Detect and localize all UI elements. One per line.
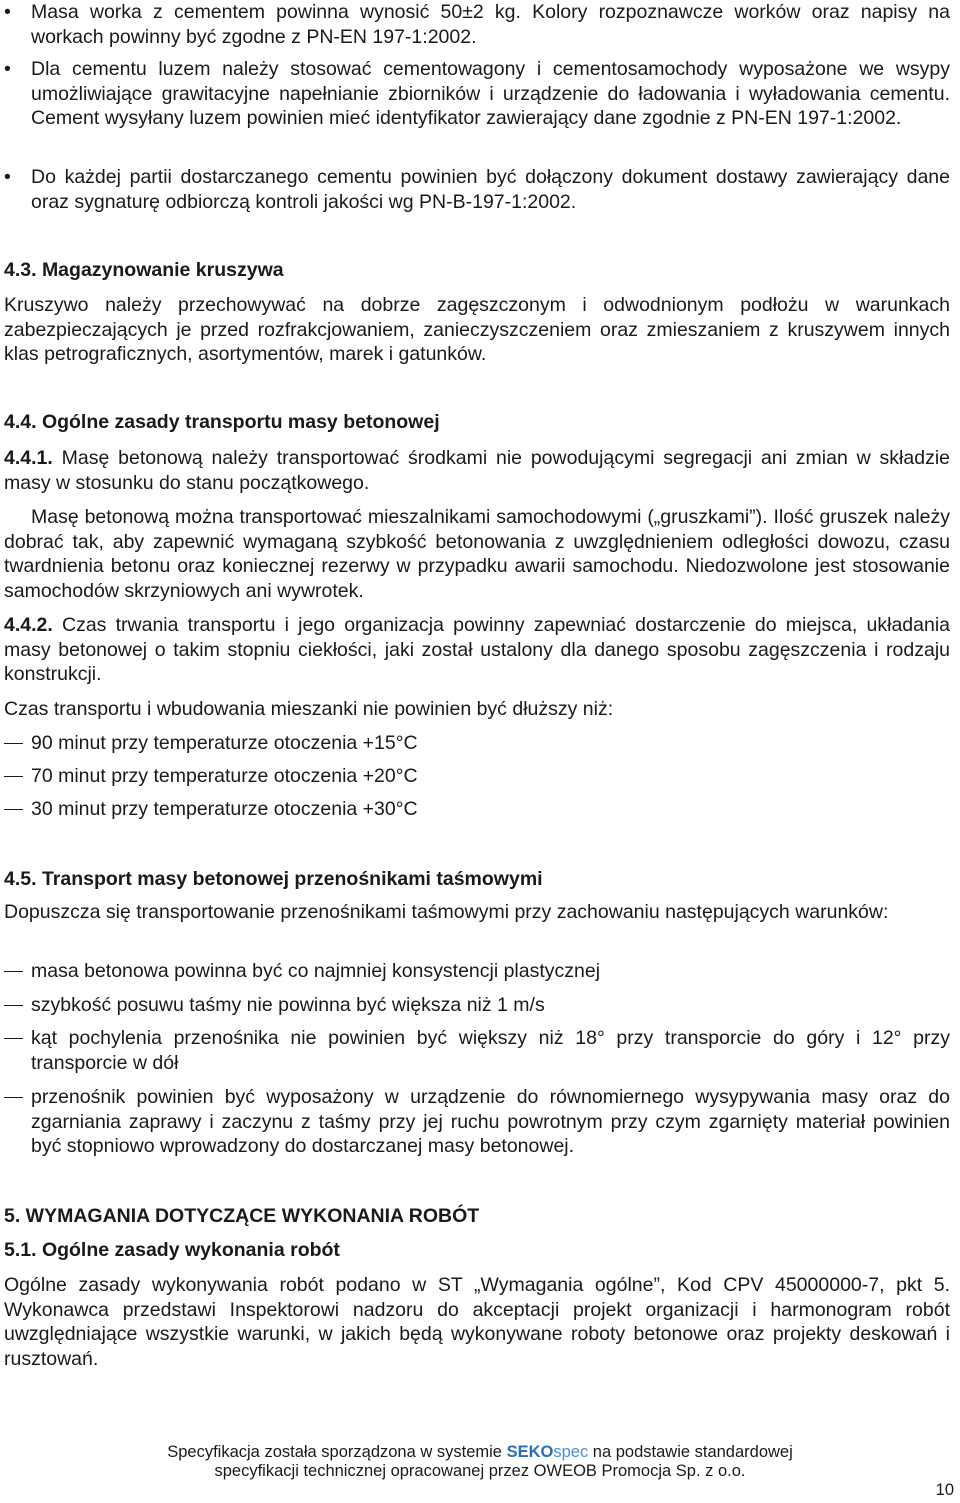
- paragraph-4-4-1: [4, 446, 950, 495]
- paragraph-4-3: Kruszywo należy przechowywać na dobrze zagęszczonym i odwodnionym podłożu w warunkach zabezpieczających je przed rozfrakcjowaniem, zanieczyszczeniem oraz zmieszaniem z kruszywem innych klas petrograficznych, asortymentów, marek i gatunków.: [4, 294, 950, 366]
- bullet-icon: •: [4, 166, 11, 188]
- bullet-icon: •: [4, 58, 11, 80]
- section-heading-4-3: 4.3. Magazynowanie kruszywa: [4, 259, 284, 281]
- dash-item: [4, 797, 950, 822]
- dash-item: [4, 993, 950, 1018]
- bullet-text: Do każdej partii dostarczanego cementu powinien być dołączony dokument dostawy zawierający dane oraz sygnaturę odbiorczą kontroli jakości wg PN-B-197-1:2002.: [31, 166, 950, 213]
- dash-text: 70 minut przy temperaturze otoczenia +20°C: [31, 765, 418, 787]
- bullet-text: Masa worka z cementem powinna wynosić 50±2 kg. Kolory rozpoznawcze worków oraz napisy na workach powinny być zgodne z PN-EN 197-1:2002.: [31, 1, 950, 48]
- dash-text: przenośnik powinien być wyposażony w urządzenie do równomiernego wysypywania masy oraz do zgarniania zaprawy i zaczynu z taśmy przy jej ruchu powrotnym przy czym zgarnięty materiał powinien być stopniowo wprowadzony do dostarczanej masy betonowej.: [31, 1086, 950, 1158]
- dash-text: szybkość posuwu taśmy nie powinna być większa niż 1 m/s: [31, 994, 545, 1016]
- dash-icon: [4, 971, 23, 972]
- paragraph-number: 4.4.2.: [4, 614, 53, 636]
- paragraph-text: Czas trwania transportu i jego organizacja powinny zapewniać dostarczenie do miejsca, układania masy betonowej o takim stopniu ciekłości, jaki został ustalony dla danego sposobu zagęszczenia i rodzaju konstrukcji.: [4, 614, 950, 686]
- paragraph-text: Masę betonową należy transportować środkami nie powodującymi segregacji ani zmian w składzie masy w stosunku do stanu początkowego.: [4, 447, 950, 494]
- dash-icon: [4, 1097, 23, 1098]
- paragraph-czas-transportu: Czas transportu i wbudowania mieszanki nie powinien być dłuższy niż:: [4, 698, 614, 720]
- bullet-text: Dla cementu luzem należy stosować cementowagony i cementosamochody wyposażone we wsypy umożliwiające grawitacyjne napełnianie zbiorników i urządzenie do ładowania i wyładowania cementu. Cement wysyłany luzem powinien mieć identyfikator zawierający dane zgodnie z PN-EN 197-1:2002.: [31, 58, 950, 130]
- dash-icon: [4, 776, 23, 777]
- paragraph-5-1: Ogólne zasady wykonywania robót podano w ST „Wymagania ogólne”, Kod CPV 45000000-7, pkt 5. Wykonawca przedstawi Inspektorowi nadzoru do akceptacji projekt organizacji i harmonogram robót uwzględniające wszystkie warunki, w jakich będą wykonywane roboty betonowe oraz projekty deskowań i rusztowań.: [4, 1274, 950, 1370]
- section-heading-4-4: 4.4. Ogólne zasady transportu masy betonowej: [4, 411, 440, 433]
- paragraph-4-4-2: [4, 613, 950, 687]
- dash-icon: [4, 1038, 23, 1039]
- paragraph-gruszki: Masę betonową można transportować mieszalnikami samochodowymi („gruszkami”). Ilość gruszek należy dobrać tak, aby zapewnić wymaganą szybkość betonowania z uwzględnieniem odległości dowozu, czasu twardnienia betonu oraz koniecznej rezerwy w przypadku awarii samochodu. Niedozwolone jest stosowanie samochodów skrzyniowych ani wywrotek.: [4, 506, 950, 602]
- dash-text: 90 minut przy temperaturze otoczenia +15°C: [31, 732, 418, 754]
- bullet-item: [4, 165, 950, 214]
- page-number: 10: [935, 1481, 954, 1499]
- dash-item: [4, 731, 950, 756]
- paragraph-number: 4.4.1.: [4, 447, 53, 469]
- dash-text: masa betonowa powinna być co najmniej konsystencji plastycznej: [31, 960, 601, 982]
- dash-icon: [4, 809, 23, 810]
- section-heading-5: 5. WYMAGANIA DOTYCZĄCE WYKONANIA ROBÓT: [4, 1205, 480, 1227]
- dash-item: [4, 1026, 950, 1075]
- section-heading-4-5: 4.5. Transport masy betonowej przenośnikami taśmowymi: [4, 868, 543, 890]
- footer-line-1: Specyfikacja została sporządzona w systemie SEKOspec na podstawie standardowej: [167, 1443, 793, 1461]
- footer: [0, 1443, 960, 1481]
- paragraph-4-5-intro: Dopuszcza się transportowanie przenośnikami taśmowymi przy zachowaniu następujących warunków:: [4, 901, 889, 923]
- dash-text: kąt pochylenia przenośnika nie powinien być większy niż 18° przy transporcie do góry i 12° przy transporcie w dół: [31, 1027, 950, 1074]
- dash-text: 30 minut przy temperaturze otoczenia +30°C: [31, 798, 418, 820]
- dash-item: [4, 1085, 950, 1159]
- seko-logo: SEKOspec: [506, 1443, 589, 1461]
- dash-item: [4, 959, 950, 984]
- footer-line-2: specyfikacji technicznej opracowanej przez OWEOB Promocja Sp. z o.o.: [214, 1462, 746, 1480]
- bullet-icon: •: [4, 1, 11, 23]
- section-heading-5-1: 5.1. Ogólne zasady wykonania robót: [4, 1239, 340, 1261]
- dash-icon: [4, 743, 23, 744]
- dash-item: [4, 764, 950, 789]
- bullet-item: [4, 57, 950, 131]
- dash-icon: [4, 1005, 23, 1006]
- bullet-item: [4, 0, 950, 49]
